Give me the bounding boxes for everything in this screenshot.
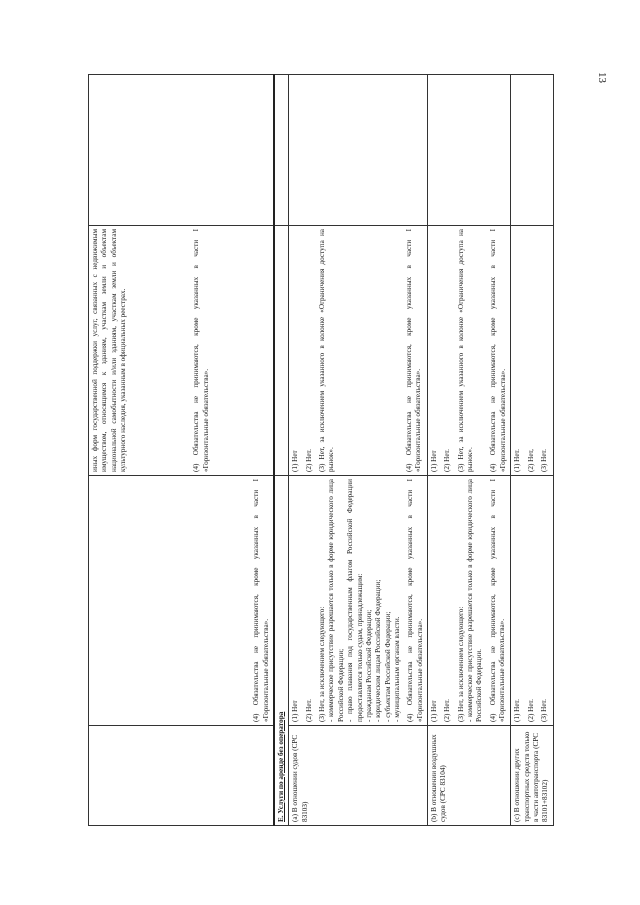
commitments-table <box>88 74 554 826</box>
sector-cell <box>89 726 275 826</box>
table-row <box>89 75 275 826</box>
market-access-cell: (1) Нет. (2) Нет. (3) Нет. <box>511 476 553 726</box>
national-treatment-cell: иных форм государственной поддержки услуг, связанных с недвижимым имуществом, относящимся к зданиям, участкам земли и объектам национальной самобытности и/или зданиям, участкам земли и объектам культурного наследия, указанным в официальных реестрах. (4) Обязательства не принимаются, кроме указанных в части I «Горизонтальные обязательства». <box>89 226 275 476</box>
market-access-cell: (1) Нет (2) Нет. (3) Нет, за исключением следующего: - коммерческое присутствие разрешается только в форме юридического лица Российской Федерации; - право плавания под государственным флагом Российской Федерации предоставляется только судам, принадлежащим: - гражданам Российской Федерации; - юридическим лицам Российской Федерации; - субъектам Российской Федерации; - муниципальным органам власти. (4) Обязательства не принимаются, кроме указанных в части I «Горизонтальные обязательства». <box>289 476 428 726</box>
section-header-empty <box>274 75 289 226</box>
table-row <box>428 75 511 826</box>
section-header-empty <box>274 226 289 476</box>
sector-cell: (а) В отношении судов (CPC 83103) <box>289 726 428 826</box>
additional-commitments-cell <box>89 75 275 226</box>
table-row <box>289 75 428 826</box>
sector-cell: (b) В отношении воздушных судов (CPC 83104) <box>428 726 511 826</box>
market-access-cell: (1) Нет (2) Нет. (3) Нет, за исключением следующего: - коммерческое присутствие разрешается только в форме юридического лица Российской Федерации. (4) Обязательства не принимаются, кроме указанных в части I «Горизонтальные обязательства». <box>428 476 511 726</box>
rotated-table-container <box>88 75 550 826</box>
page-number: 13 <box>596 72 608 83</box>
sector-cell: (c) В отношении других транспортных средств только в части автотранспорта (CPC 83101+83102) <box>511 726 553 826</box>
schedule-sheet <box>88 75 550 826</box>
additional-commitments-cell <box>289 75 428 226</box>
section-header-cell: Е. Услуги по аренде без оператора <box>274 476 289 826</box>
table-row <box>511 75 553 826</box>
additional-commitments-cell <box>511 75 553 226</box>
national-treatment-cell: (1) Нет. (2) Нет, (3) Нет. <box>511 226 553 476</box>
national-treatment-cell: (1) Нет (2) Нет. (3) Нет, за исключением указанного в колонке «Ограничения доступа на рынок». (4) Обязательства не принимаются, кроме указанных в части I «Горизонтальные обязательства». <box>289 226 428 476</box>
market-access-cell: (4) Обязательства не принимаются, кроме указанных в части I «Горизонтальные обязательства». <box>89 476 275 726</box>
national-treatment-cell: (1) Нет (2) Нет. (3) Нет, за исключением указанного в колонке «Ограничения доступа на рынок». (4) Обязательства не принимаются, кроме указанных в части I «Горизонтальные обязательства». <box>428 226 511 476</box>
additional-commitments-cell <box>428 75 511 226</box>
section-header-row <box>274 75 289 826</box>
